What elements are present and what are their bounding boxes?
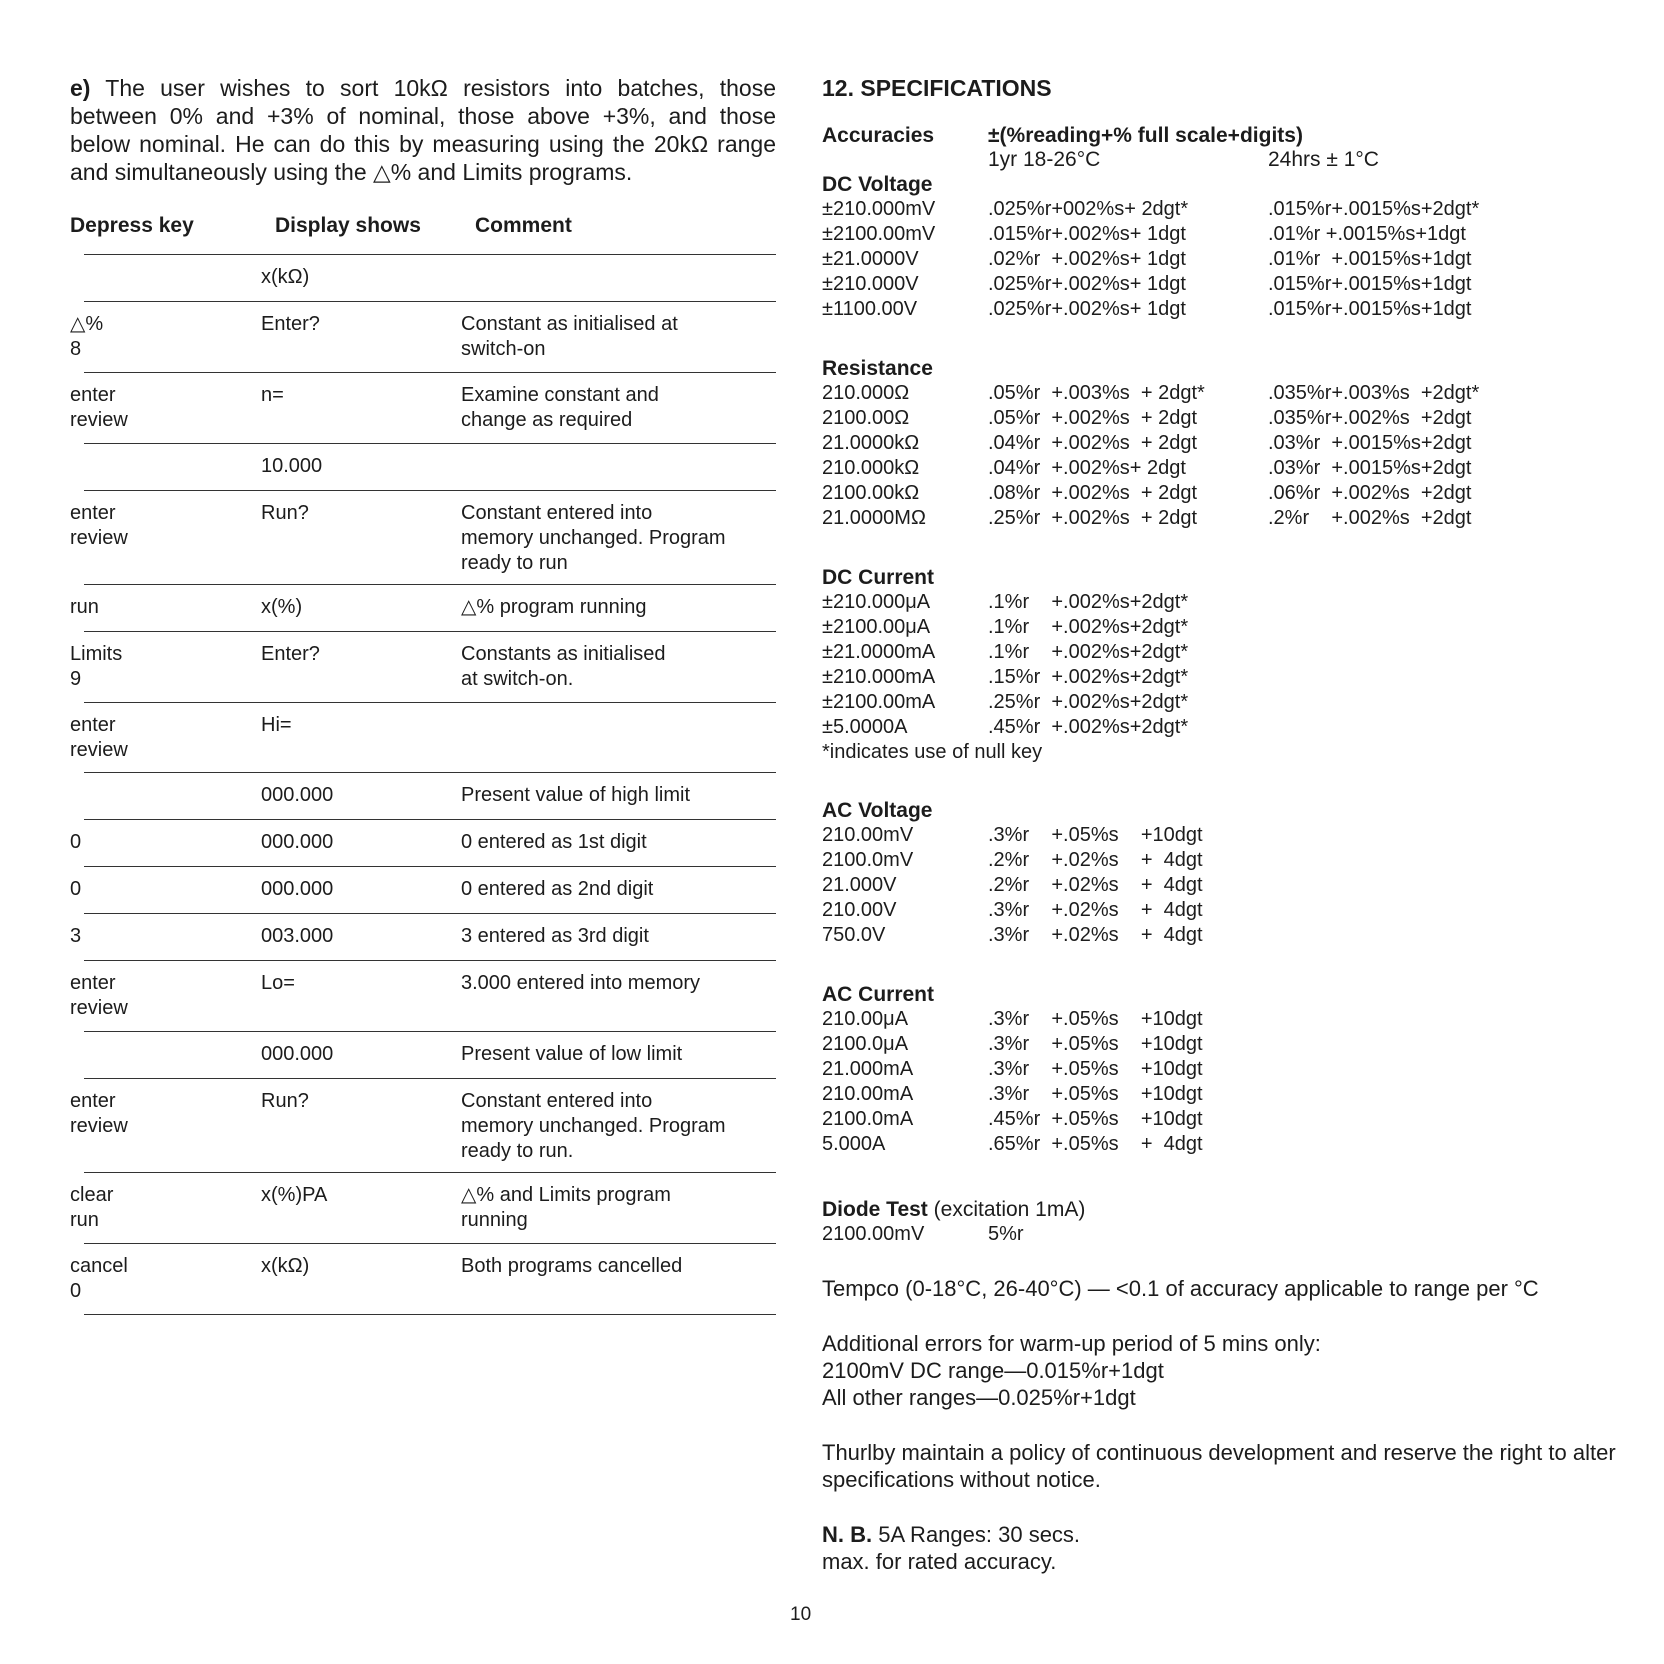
accuracies-row — [822, 124, 1622, 148]
spec-accuracy-1yr: .3%r +.05%s +10dgt — [988, 1083, 1203, 1105]
spec-row — [822, 297, 1622, 322]
section-gap — [822, 1157, 1622, 1177]
intro-label: e) — [70, 75, 91, 101]
table-row — [70, 867, 776, 914]
spec-range: ±2100.00mA — [822, 691, 936, 713]
cell-comment: Constant entered into memory unchanged. Program ready to run — [461, 502, 726, 574]
spec-range: 210.00mA — [822, 1083, 914, 1105]
nb-line-2: max. for rated accuracy. — [822, 1549, 1057, 1574]
spec-row — [822, 1132, 1622, 1157]
cell-display: 000.000 — [261, 1043, 334, 1065]
spec-range: 2100.0μA — [822, 1033, 909, 1055]
cell-key: 0 — [70, 878, 82, 900]
table-row — [70, 1079, 776, 1173]
cell-comment: Present value of low limit — [461, 1043, 683, 1065]
spec-row — [822, 715, 1622, 740]
table-row — [70, 585, 776, 632]
spec-range: 21.000mA — [822, 1058, 914, 1080]
spec-row — [822, 406, 1622, 431]
table-row — [70, 491, 776, 585]
spec-accuracy-24hr: .06%r +.002%s +2dgt — [1268, 482, 1472, 504]
spec-accuracy-24hr: .035%r+.003%s +2dgt* — [1268, 382, 1480, 404]
cell-display: Run? — [261, 1090, 309, 1112]
spec-range: ±1100.00V — [822, 298, 918, 320]
cell-comment — [461, 265, 761, 301]
cell-comment — [461, 713, 761, 772]
spec-range: 2100.00Ω — [822, 407, 910, 429]
spec-accuracy-1yr: .025%r+.002%s+ 1dgt — [988, 273, 1186, 295]
spec-range: 2100.0mV — [822, 849, 914, 871]
spec-range: ±210.000mV — [822, 198, 936, 220]
diode-accuracy: 5%r — [988, 1223, 1024, 1245]
section-title: AC Voltage — [822, 799, 933, 822]
diode-test — [822, 1197, 1622, 1222]
cell-display: x(kΩ) — [261, 1255, 310, 1277]
spec-accuracy-1yr: .1%r +.002%s+2dgt* — [988, 616, 1189, 638]
spec-accuracy-1yr: .2%r +.02%s + 4dgt — [988, 849, 1203, 871]
spec-range: 210.00mV — [822, 824, 914, 846]
nb-text: 5A Ranges: 30 secs. — [878, 1522, 1081, 1547]
spec-row — [822, 1107, 1622, 1132]
spec-accuracy-24hr: .035%r+.002%s +2dgt — [1268, 407, 1472, 429]
spec-accuracy-1yr: .3%r +.05%s +10dgt — [988, 1058, 1203, 1080]
cell-display: 000.000 — [261, 878, 334, 900]
cell-key — [70, 1042, 261, 1078]
cell-key: △% 8 — [70, 313, 104, 360]
section-gap — [822, 322, 1622, 342]
cell-key: 0 — [70, 831, 82, 853]
spec-accuracy-1yr: .2%r +.02%s + 4dgt — [988, 874, 1203, 896]
spec-row — [822, 381, 1622, 406]
spec-range: 21.0000MΩ — [822, 507, 926, 529]
spec-range: ±21.0000mA — [822, 641, 936, 663]
table-row — [70, 820, 776, 867]
spec-row — [822, 481, 1622, 506]
spec-accuracy-1yr: .25%r +.002%s + 2dgt — [988, 507, 1198, 529]
spec-row — [822, 615, 1622, 640]
spec-accuracy-1yr: .1%r +.002%s+2dgt* — [988, 591, 1189, 613]
spec-range: 21.0000kΩ — [822, 432, 920, 454]
spec-row — [822, 1007, 1622, 1032]
spec-accuracy-24hr: .03%r +.0015%s+2dgt — [1268, 432, 1472, 454]
spec-range: ±210.000μA — [822, 591, 931, 613]
cell-comment: △% program running — [461, 596, 647, 618]
spec-row — [822, 848, 1622, 873]
header-display-shows: Display shows — [275, 214, 421, 237]
spec-accuracy-1yr: .3%r +.02%s + 4dgt — [988, 924, 1203, 946]
nb-label: N. B. — [822, 1522, 873, 1547]
spec-accuracy-1yr: .05%r +.003%s + 2dgt* — [988, 382, 1205, 404]
cell-display: x(kΩ) — [261, 266, 310, 288]
table-row — [70, 302, 776, 373]
warmup-line-1: Additional errors for warm-up period of 5 mins only: — [822, 1331, 1321, 1356]
table-header — [70, 214, 776, 254]
policy-paragraph: Thurlby maintain a policy of continuous development and reserve the right to alter specifications without notice. — [822, 1440, 1616, 1492]
cell-display: n= — [261, 384, 284, 406]
section-title: DC Voltage — [822, 173, 933, 196]
cell-key — [70, 454, 261, 490]
warmup-line-3: All other ranges—0.025%r+1dgt — [822, 1385, 1136, 1410]
spec-row — [822, 873, 1622, 898]
table-row — [70, 914, 776, 961]
section-gap — [822, 531, 1622, 551]
header-depress-key: Depress key — [70, 214, 194, 237]
cell-comment: 3 entered as 3rd digit — [461, 925, 649, 947]
cell-key — [70, 265, 261, 301]
spec-accuracy-24hr: .015%r+.0015%s+1dgt — [1268, 298, 1472, 320]
spec-range: ±2100.00mV — [822, 223, 936, 245]
spec-accuracy-1yr: .3%r +.05%s +10dgt — [988, 1033, 1203, 1055]
cell-key: enter review — [70, 384, 128, 431]
cell-display: 003.000 — [261, 925, 334, 947]
spec-range: 750.0V — [822, 924, 886, 946]
cell-comment: Both programs cancelled — [461, 1255, 683, 1277]
spec-accuracy-1yr: .025%r+.002%s+ 1dgt — [988, 298, 1186, 320]
key-sequence-table — [70, 254, 776, 1315]
header-comment: Comment — [475, 214, 572, 237]
spec-range: 210.00μA — [822, 1008, 909, 1030]
table-row — [84, 255, 776, 302]
cell-display: 000.000 — [261, 831, 334, 853]
cell-comment: 3.000 entered into memory — [461, 972, 701, 994]
spec-accuracy-24hr: .2%r +.002%s +2dgt — [1268, 507, 1472, 529]
cell-display: Enter? — [261, 313, 320, 335]
col-24hr: 24hrs ± 1°C — [1268, 148, 1379, 171]
spec-row — [822, 898, 1622, 923]
spec-row — [822, 1057, 1622, 1082]
table-row — [70, 373, 776, 444]
spec-accuracy-1yr: .1%r +.002%s+2dgt* — [988, 641, 1189, 663]
cell-display: Lo= — [261, 972, 295, 994]
spec-row — [822, 456, 1622, 481]
cell-display: 000.000 — [261, 784, 334, 806]
cell-key: run — [70, 596, 99, 618]
spec-accuracy-24hr: .01%r +.0015%s+1dgt — [1268, 248, 1472, 270]
spec-accuracy-24hr: .03%r +.0015%s+2dgt — [1268, 457, 1472, 479]
table-row — [70, 1244, 776, 1315]
spec-range: 210.00V — [822, 899, 897, 921]
left-column — [70, 74, 776, 1315]
spec-accuracy-1yr: .45%r +.002%s+2dgt* — [988, 716, 1189, 738]
spec-range: ±2100.00μA — [822, 616, 931, 638]
cell-display: Enter? — [261, 643, 320, 665]
section-gap — [822, 948, 1622, 968]
cell-key: cancel 0 — [70, 1255, 128, 1302]
table-row — [84, 1032, 776, 1079]
spec-accuracy-1yr: .65%r +.05%s + 4dgt — [988, 1133, 1203, 1155]
cell-comment: △% and Limits program running — [461, 1184, 671, 1231]
nb-paragraph — [822, 1521, 1622, 1575]
table-row — [84, 773, 776, 820]
spec-accuracy-24hr: .015%r+.0015%s+2dgt* — [1268, 198, 1480, 220]
spec-range: 5.000A — [822, 1133, 886, 1155]
spec-accuracy-1yr: .025%r+002%s+ 2dgt* — [988, 198, 1189, 220]
spec-row — [822, 665, 1622, 690]
cell-comment: Present value of high limit — [461, 784, 691, 806]
cell-key: Limits 9 — [70, 643, 123, 690]
spec-range: 2100.0mA — [822, 1108, 914, 1130]
spec-accuracy-1yr: .15%r +.002%s+2dgt* — [988, 666, 1189, 688]
tempco-paragraph: Tempco (0-18°C, 26-40°C) — <0.1 of accuracy applicable to range per °C — [822, 1276, 1539, 1301]
spec-accuracy-1yr: .3%r +.05%s +10dgt — [988, 1008, 1203, 1030]
intro-text: The user wishes to sort 10kΩ resistors into batches, those between 0% and +3% of nominal, those above +3%, and those below nominal. He can do this by measuring using the 20kΩ range and simultaneously using the △% and Limits programs. — [70, 75, 776, 185]
diode-title: Diode Test — [822, 1198, 928, 1221]
spec-row — [822, 247, 1622, 272]
spec-row — [822, 640, 1622, 665]
spec-range: 21.000V — [822, 874, 897, 896]
accuracies-label: Accuracies — [822, 124, 935, 147]
table-row — [70, 1173, 776, 1244]
cell-comment: Examine constant and change as required — [461, 384, 659, 431]
spec-accuracy-1yr: .3%r +.05%s +10dgt — [988, 824, 1203, 846]
cell-comment: Constant as initialised at switch-on — [461, 313, 678, 360]
specifications-title: 12. SPECIFICATIONS — [822, 75, 1052, 101]
spec-accuracy-1yr: .04%r +.002%s+ 2dgt — [988, 457, 1186, 479]
accuracies-formula: ±(%reading+% full scale+digits) — [988, 124, 1303, 147]
cell-key — [70, 783, 261, 819]
cell-display: 10.000 — [261, 455, 323, 477]
spec-accuracy-1yr: .25%r +.002%s+2dgt* — [988, 691, 1189, 713]
spec-range: ±210.000V — [822, 273, 919, 295]
cell-comment — [461, 454, 761, 490]
spec-row — [822, 823, 1622, 848]
diode-range: 2100.00mV — [822, 1223, 925, 1245]
table-row — [70, 632, 776, 703]
spec-row — [822, 1082, 1622, 1107]
spec-accuracy-1yr: .015%r+.002%s+ 1dgt — [988, 223, 1186, 245]
warmup-paragraph — [822, 1330, 1622, 1411]
section-title: DC Current — [822, 566, 935, 589]
spec-accuracy-1yr: .05%r +.002%s + 2dgt — [988, 407, 1198, 429]
cell-key: enter review — [70, 972, 128, 1019]
section-title: AC Current — [822, 983, 935, 1006]
spec-accuracy-1yr: .3%r +.02%s + 4dgt — [988, 899, 1203, 921]
table-row — [70, 961, 776, 1032]
section-title: Resistance — [822, 357, 933, 380]
spec-accuracy-1yr: .08%r +.002%s + 2dgt — [988, 482, 1198, 504]
spec-row — [822, 197, 1622, 222]
intro-paragraph — [70, 74, 776, 186]
cell-comment: 0 entered as 2nd digit — [461, 878, 654, 900]
cell-comment: Constant entered into memory unchanged. Program ready to run. — [461, 1090, 726, 1162]
cell-display: x(%) — [261, 596, 303, 618]
warmup-line-2: 2100mV DC range—0.015%r+1dgt — [822, 1358, 1164, 1383]
cell-key: enter review — [70, 714, 128, 761]
null-key-note: *indicates use of null key — [822, 741, 1043, 763]
cell-display: x(%)PA — [261, 1184, 328, 1206]
spec-accuracy-24hr: .015%r+.0015%s+1dgt — [1268, 273, 1472, 295]
cell-display: Hi= — [261, 714, 292, 736]
spec-row — [822, 923, 1622, 948]
right-column — [822, 74, 1622, 1575]
accuracy-columns — [822, 148, 1622, 172]
spec-accuracy-24hr: .01%r +.0015%s+1dgt — [1268, 223, 1466, 245]
cell-comment: Constants as initialised at switch-on. — [461, 643, 666, 690]
spec-sections — [822, 172, 1622, 1177]
diode-row — [822, 1222, 1622, 1247]
spec-range: 210.000Ω — [822, 382, 910, 404]
spec-accuracy-1yr: .45%r +.05%s +10dgt — [988, 1108, 1203, 1130]
cell-key: enter review — [70, 502, 128, 549]
spec-accuracy-1yr: .02%r +.002%s+ 1dgt — [988, 248, 1186, 270]
table-row — [84, 444, 776, 491]
spec-row — [822, 431, 1622, 456]
cell-key: clear run — [70, 1184, 114, 1231]
spec-row — [822, 1032, 1622, 1057]
cell-key: 3 — [70, 925, 82, 947]
spec-range: ±210.000mA — [822, 666, 936, 688]
spec-row — [822, 690, 1622, 715]
col-1yr: 1yr 18-26°C — [988, 148, 1101, 171]
section-gap — [822, 764, 1622, 784]
spec-row — [822, 222, 1622, 247]
cell-comment: 0 entered as 1st digit — [461, 831, 647, 853]
spec-row — [822, 590, 1622, 615]
spec-range: 210.000kΩ — [822, 457, 920, 479]
spec-range: ±21.0000V — [822, 248, 919, 270]
diode-excitation: (excitation 1mA) — [933, 1198, 1086, 1221]
spec-range: 2100.00kΩ — [822, 482, 920, 504]
page-number: 10 — [790, 1604, 812, 1625]
spec-accuracy-1yr: .04%r +.002%s + 2dgt — [988, 432, 1198, 454]
spec-range: ±5.0000A — [822, 716, 908, 738]
cell-display: Run? — [261, 502, 309, 524]
cell-key: enter review — [70, 1090, 128, 1137]
table-row — [70, 703, 776, 773]
spec-row — [822, 506, 1622, 531]
spec-row — [822, 272, 1622, 297]
